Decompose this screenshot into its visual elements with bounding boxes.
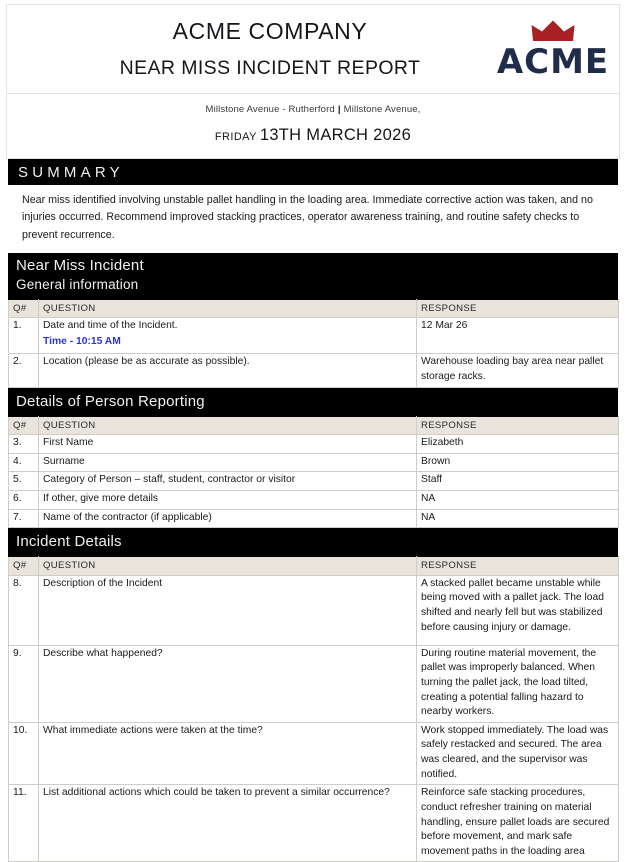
section-header-incident-details: Incident Details [8, 528, 618, 556]
row-response: A stacked pallet became unstable while being moved with a pallet jack. The load shifted and nearly fell but was stabilized before causing injury or damage. [417, 575, 619, 645]
table-row [9, 318, 619, 354]
row-question [39, 318, 417, 354]
header-title-block [7, 5, 493, 93]
column-header-num: Q# [9, 299, 39, 318]
summary-heading: SUMMARY [8, 159, 618, 185]
row-question: Name of the contractor (if applicable) [39, 509, 417, 528]
section-subtitle: General information [16, 277, 139, 293]
row-number: 3. [9, 435, 39, 454]
row-question: List additional actions which could be taken to prevent a similar occurrence? [39, 785, 417, 862]
row-question: If other, give more details [39, 491, 417, 510]
date-weekday: FRIDAY [214, 130, 257, 143]
row-question: Category of Person – staff, student, contractor or visitor [39, 472, 417, 491]
row-number: 7. [9, 509, 39, 528]
question-time-note: Time - 10:15 AM [43, 335, 121, 347]
row-number: 10. [9, 722, 39, 784]
column-header-response: RESPONSE [417, 299, 619, 318]
company-name: ACME COMPANY [172, 17, 368, 44]
row-number: 4. [9, 453, 39, 472]
person-reporting-table [8, 416, 619, 529]
table-row [9, 509, 619, 528]
row-number: 5. [9, 472, 39, 491]
row-response: 12 Mar 26 [417, 318, 619, 354]
section-title: Near Miss Incident [16, 256, 144, 274]
row-question: Surname [39, 453, 417, 472]
summary-text: Near miss identified involving unstable pallet handling in the loading area. Immediate corrective action was taken, and no injuries occurred. Recommend improved stacking practices, operator awareness training, and routine safety checks to prevent recurrence. [22, 194, 593, 241]
row-number: 8. [9, 575, 39, 645]
table-row [9, 472, 619, 491]
general-information-table [8, 299, 619, 388]
table-row [9, 354, 619, 387]
row-number: 2. [9, 354, 39, 387]
column-header-question: QUESTION [39, 416, 417, 435]
column-header-num: Q# [9, 416, 39, 435]
column-header-question: QUESTION [39, 557, 417, 576]
row-question: Description of the Incident [39, 575, 417, 645]
row-response: Reinforce safe stacking procedures, conduct refresher training on material handling, ensure pallet loads are secured before movement, and mark safe movement paths in the loading area [417, 785, 619, 862]
table-row [9, 785, 619, 862]
column-header-num: Q# [9, 557, 39, 576]
document-header [6, 4, 620, 93]
row-response: Brown [417, 453, 619, 472]
table-row [9, 453, 619, 472]
table-row [9, 645, 619, 722]
table-header-row [9, 557, 619, 576]
row-number: 9. [9, 645, 39, 722]
row-response: Work stopped immediately. The load was safely restacked and secured. The area was cleared, and the supervisor was notified. [417, 722, 619, 784]
table-row [9, 435, 619, 454]
row-response: Staff [417, 472, 619, 491]
row-response: NA [417, 509, 619, 528]
section-header-near-miss-incident [8, 253, 618, 299]
question-text: Date and time of the Incident. [43, 320, 178, 332]
column-header-question: QUESTION [39, 299, 417, 318]
row-number: 6. [9, 491, 39, 510]
row-response: Elizabeth [417, 435, 619, 454]
acme-logo [493, 5, 619, 93]
report-title: NEAR MISS INCIDENT REPORT [119, 56, 421, 79]
column-header-response: RESPONSE [417, 557, 619, 576]
row-question: Location (please be as accurate as possible). [39, 354, 417, 387]
table-row [9, 575, 619, 645]
column-header-response: RESPONSE [417, 416, 619, 435]
row-response: Warehouse loading bay area near pallet storage racks. [417, 354, 619, 387]
row-question: What immediate actions were taken at the time? [39, 722, 417, 784]
address-left: Millstone Avenue - Rutherford [205, 103, 335, 115]
row-question: Describe what happened? [39, 645, 417, 722]
address-separator: | [337, 103, 341, 115]
incident-details-table [8, 556, 619, 862]
row-response: NA [417, 491, 619, 510]
report-date [215, 126, 411, 145]
document-body [8, 159, 618, 862]
address-line [206, 104, 421, 115]
row-response: During routine material movement, the pallet was improperly balanced. When turning the pallet jack, the load tilted, creating a potential falling hazard to nearby workers. [417, 645, 619, 722]
table-row [9, 491, 619, 510]
table-header-row [9, 416, 619, 435]
section-header-details-of-person-reporting: Details of Person Reporting [8, 388, 618, 416]
row-question: First Name [39, 435, 417, 454]
date-main: 13TH MARCH 2026 [259, 125, 412, 144]
document-subheader [6, 93, 620, 159]
row-number: 1. [9, 318, 39, 354]
row-number: 11. [9, 785, 39, 862]
table-header-row [9, 299, 619, 318]
table-row [9, 722, 619, 784]
acme-logo-text: ACME [496, 41, 610, 82]
address-right: Millstone Avenue, [343, 103, 421, 115]
near-miss-incident-report-page [0, 4, 626, 857]
